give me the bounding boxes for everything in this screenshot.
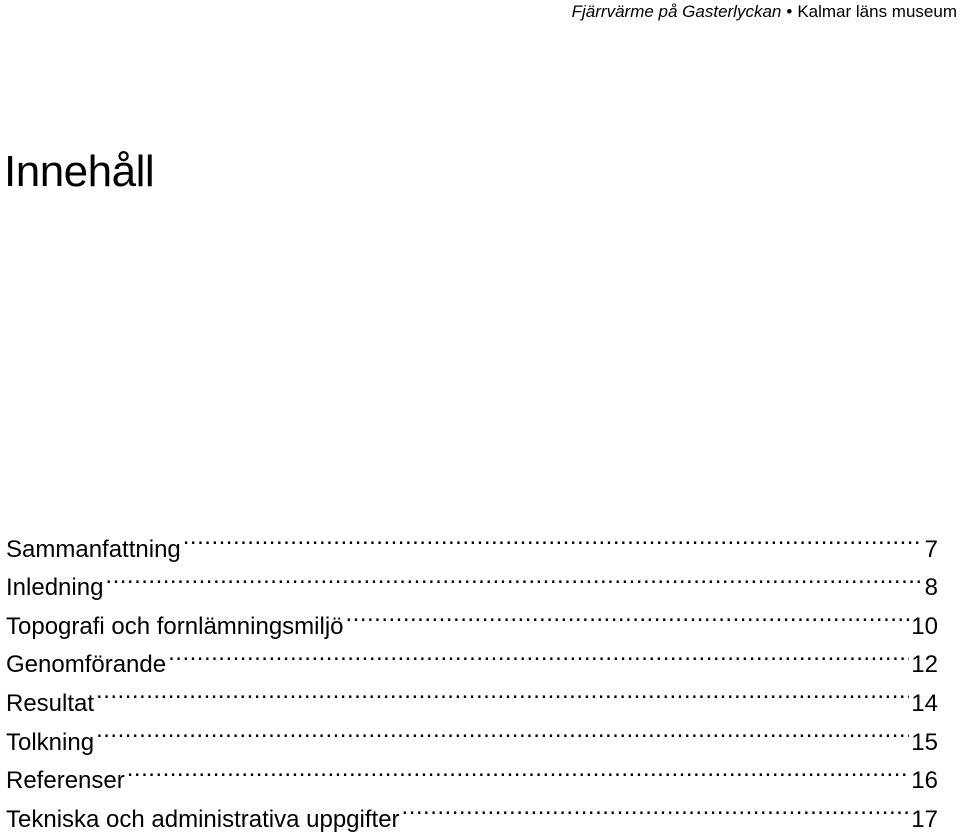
toc-entry-referenser[interactable] bbox=[6, 750, 938, 795]
toc-entry-page: 17 bbox=[911, 805, 938, 833]
toc-dot-leader bbox=[346, 595, 910, 634]
organization-name: Kalmar läns museum bbox=[797, 2, 957, 21]
toc-dot-leader bbox=[105, 557, 922, 596]
toc-entry-resultat[interactable] bbox=[6, 672, 938, 717]
toc-dot-leader bbox=[402, 788, 910, 827]
toc-dot-leader bbox=[96, 672, 909, 711]
toc-entry-page: 10 bbox=[911, 612, 938, 640]
toc-entry-tolkning[interactable] bbox=[6, 711, 938, 756]
page-title: Innehåll bbox=[4, 147, 155, 196]
toc-entry-title: Referenser bbox=[6, 767, 125, 795]
toc-entry-page: 7 bbox=[924, 535, 938, 563]
running-header bbox=[572, 0, 957, 24]
toc-entry-sammanfattning[interactable] bbox=[6, 518, 938, 563]
toc-entry-page: 16 bbox=[911, 767, 938, 795]
header-separator: • bbox=[786, 2, 793, 21]
table-of-contents bbox=[6, 518, 938, 833]
toc-entry-title: Genomförande bbox=[6, 651, 167, 679]
toc-entry-topografi[interactable] bbox=[6, 595, 938, 640]
toc-dot-leader bbox=[183, 518, 923, 557]
toc-dot-leader bbox=[127, 750, 910, 789]
toc-entry-title: Sammanfattning bbox=[6, 535, 181, 563]
toc-entry-title: Tolkning bbox=[6, 728, 95, 756]
toc-entry-page: 15 bbox=[911, 728, 938, 756]
toc-entry-title: Inledning bbox=[6, 574, 104, 602]
toc-dot-leader bbox=[96, 711, 909, 750]
toc-entry-inledning[interactable] bbox=[6, 557, 938, 602]
toc-entry-page: 12 bbox=[911, 651, 938, 679]
toc-entry-title: Tekniska och administrativa uppgifter bbox=[6, 805, 400, 833]
toc-entry-tekniska-uppgifter[interactable] bbox=[6, 788, 938, 833]
toc-dot-leader bbox=[168, 634, 909, 673]
toc-entry-title: Resultat bbox=[6, 689, 95, 717]
toc-entry-title: Topografi och fornlämningsmiljö bbox=[6, 612, 344, 640]
toc-entry-page: 14 bbox=[911, 689, 938, 717]
publication-title: Fjärrvärme på Gasterlyckan bbox=[571, 2, 782, 21]
toc-entry-page: 8 bbox=[924, 574, 938, 602]
